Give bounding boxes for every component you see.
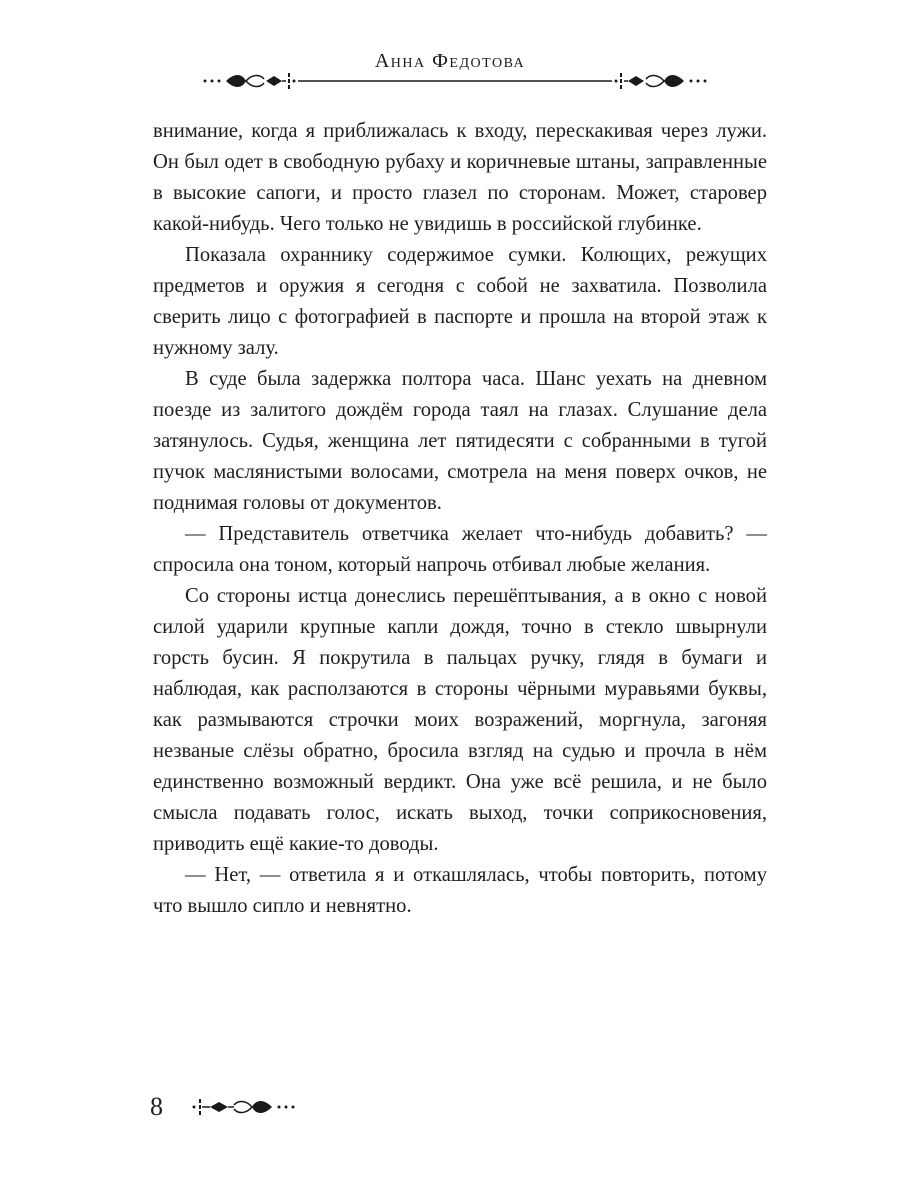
paragraph-3: В суде была задержка полтора часа. Шанс уехать на дневном поезде из залитого дождём города таял на глазах. Слушание дела затянулось. Судья, женщина лет пятидесяти с собранными в тугой пучок маслянистыми волосами, смотрела на меня поверх очков, не поднимая головы от документов. <box>153 368 767 514</box>
paragraph-6-dialogue: — Нет, — ответила я и откашлялась, чтобы повторить, потому что вышло сипло и невнятно. <box>153 864 767 917</box>
flourish-footer-icon <box>190 1096 300 1118</box>
page-number: 8 <box>150 1092 163 1121</box>
running-header-author: Анна Федотова <box>374 50 526 72</box>
paragraph-5: Со стороны истца донеслись перешёптывания, а в окно с новой силой ударили крупные капли дождя, точно в стекло швырнули горсть бусин. Я покрутила в пальцах ручку, глядя в бумаги и наблюдая, как расползаются в стороны чёрными муравьями буквы, как размываются строчки моих возражений, моргнула, загоняя незваные слёзы обратно, бросила взгляд на судью и прочла в нём единственно возможный вердикт. Она уже всё решила, и не было смысла подавать голос, искать выход, точки соприкосновения, приводить ещё какие-то доводы. <box>153 585 767 855</box>
paragraph-4-dialogue: — Представитель ответчика желает что-нибудь добавить? — спросила она тоном, который напрочь отбивал любые желания. <box>153 523 767 576</box>
paragraph-1: внимание, когда я приближалась к входу, перескакивая через лужи. Он был одет в свободную рубаху и коричневые штаны, заправленные в высокие сапоги, и просто глазел по сторонам. Может, старовер какой-нибудь. Чего только не увидишь в российской глубинке. <box>153 120 767 235</box>
flourish-divider-icon <box>200 70 710 92</box>
page-footer <box>150 1090 310 1124</box>
paragraph-2: Показала охраннику содержимое сумки. Колющих, режущих предметов и оружия я сегодня с собой не захватила. Позволила сверить лицо с фотографией в паспорте и прошла на второй этаж к нужному залу. <box>153 244 767 359</box>
body-text <box>153 116 767 922</box>
